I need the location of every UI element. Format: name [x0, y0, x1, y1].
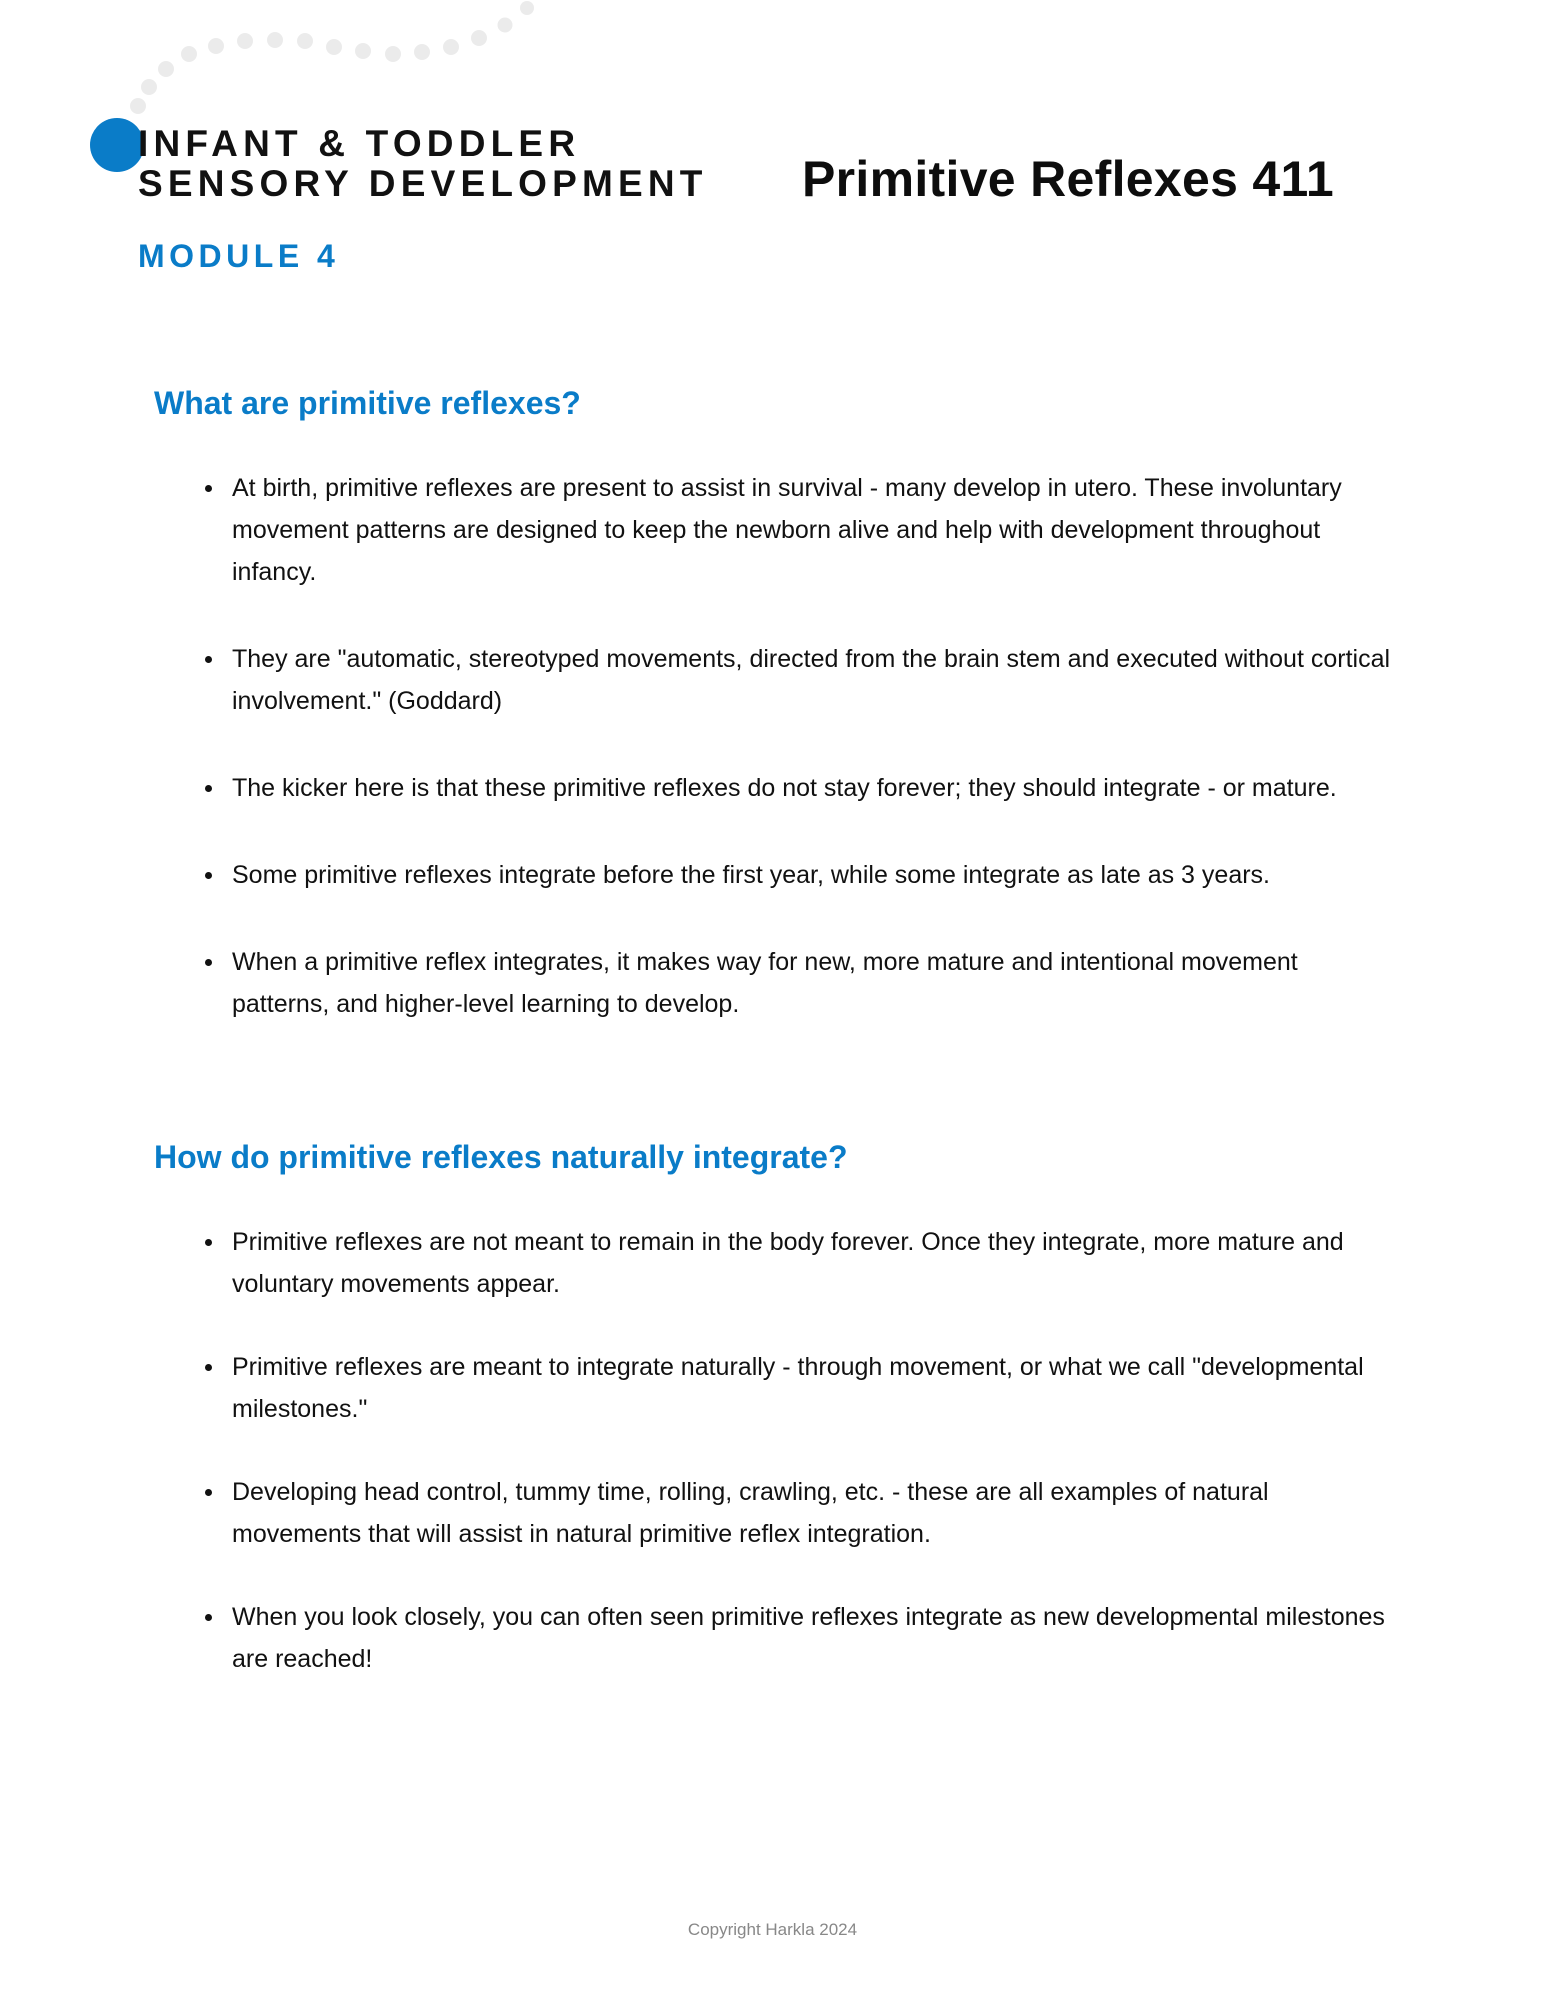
list-item — [154, 767, 1392, 809]
list-item — [154, 467, 1392, 593]
list-item-text: When a primitive reflex integrates, it makes way for new, more mature and intentional movement patterns, and higher-level learning to develop. — [232, 948, 1298, 1018]
bullet-dot-icon — [205, 1239, 212, 1246]
bullet-dot-icon — [205, 872, 212, 879]
list-item-text: When you look closely, you can often seen primitive reflexes integrate as new developmental milestones are reached! — [232, 1603, 1385, 1673]
bullet-dot-icon — [205, 959, 212, 966]
list-item-text: At birth, primitive reflexes are present to assist in survival - many develop in utero. These involuntary movement patterns are designed to keep the newborn alive and help with development throughout infancy. — [232, 474, 1342, 586]
course-title-line-2: SENSORY DEVELOPMENT — [138, 163, 708, 204]
section-how-reflexes-integrate — [154, 1137, 1385, 1721]
copyright-footer: Copyright Harkla 2024 — [687, 1920, 858, 1939]
list-item — [154, 1596, 1392, 1680]
list-item — [154, 1346, 1392, 1430]
list-item-text: Some primitive reflexes integrate before the first year, while some integrate as late as 3 years. — [232, 861, 1270, 889]
bullet-dot-icon — [205, 1614, 212, 1621]
list-item-text: They are "automatic, stereotyped movements, directed from the brain stem and executed without cortical involvement." (Goddard) — [232, 645, 1391, 715]
dot-trail — [130, 1, 534, 114]
section-what-are-primitive-reflexes — [154, 383, 1391, 1070]
bullet-dot-icon — [205, 656, 212, 663]
course-title-line-1: INFANT & TODDLER — [138, 123, 581, 164]
list-item-text: The kicker here is that these primitive reflexes do not stay forever; they should integrate - or mature. — [232, 774, 1337, 802]
bullet-dot-icon — [205, 1364, 212, 1371]
bullet-dot-icon — [205, 1489, 212, 1496]
list-item — [154, 1471, 1392, 1555]
accent-dot — [90, 118, 144, 172]
bullet-dot-icon — [205, 485, 212, 492]
list-item-text: Developing head control, tummy time, rolling, crawling, etc. - these are all examples of natural movements that will assist in natural primitive reflex integration. — [232, 1478, 1269, 1548]
list-item — [154, 941, 1392, 1025]
list-item-text: Primitive reflexes are not meant to remain in the body forever. Once they integrate, more mature and voluntary movements appear. — [232, 1228, 1344, 1298]
page-title: Primitive Reflexes 411 — [802, 151, 1334, 207]
list-item-text: Primitive reflexes are meant to integrate naturally - through movement, or what we call "developmental milestones." — [232, 1353, 1364, 1423]
module-label: MODULE 4 — [138, 238, 340, 274]
bullet-dot-icon — [205, 785, 212, 792]
bullet-list — [154, 1221, 1385, 1680]
course-title — [138, 124, 708, 204]
section-heading: How do primitive reflexes naturally integrate? — [154, 1139, 848, 1175]
section-heading: What are primitive reflexes? — [154, 385, 581, 421]
bullet-list — [154, 467, 1391, 1025]
list-item — [154, 638, 1392, 722]
list-item — [154, 1221, 1392, 1305]
list-item — [154, 854, 1392, 896]
